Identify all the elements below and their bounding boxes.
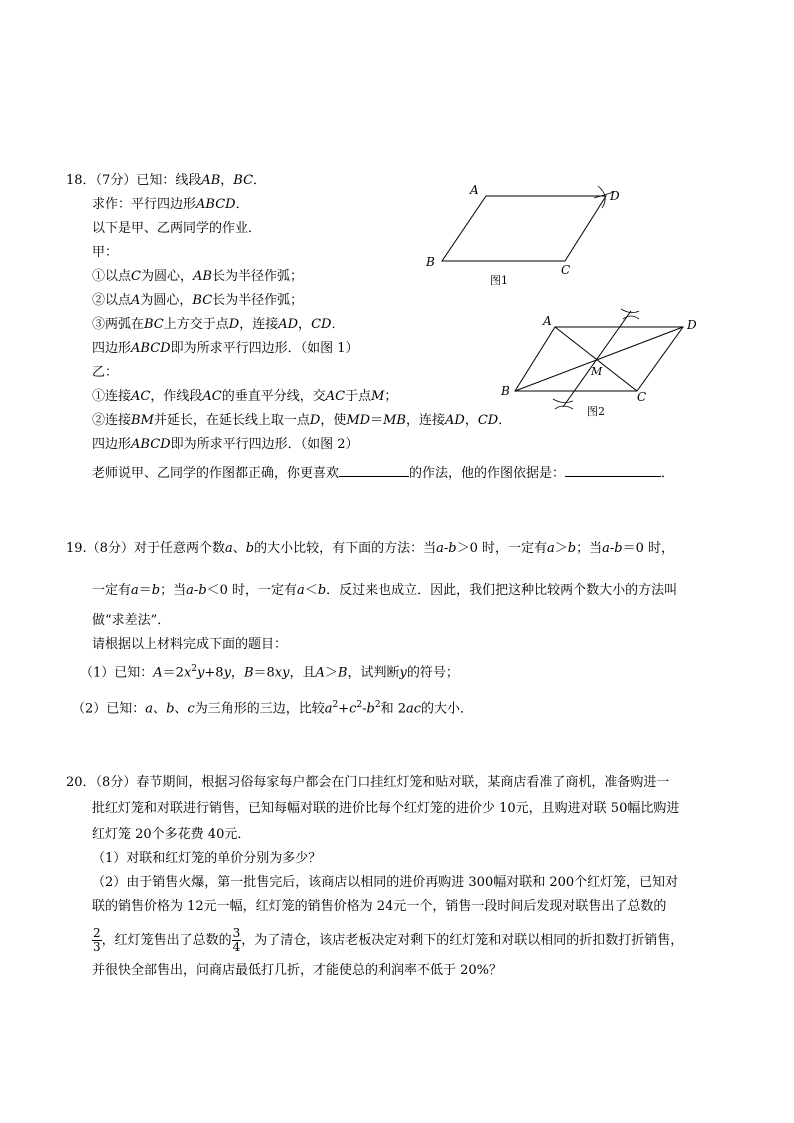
t: 、 [232,541,246,556]
t: ，作线段 [150,389,203,404]
q18-intro: 以下是甲、乙两同学的作业． [92,221,262,236]
t: 3 [232,926,241,940]
t: （1）对联和红灯笼的单价分别为多少？ [92,851,322,866]
t: y [399,665,407,681]
t: 、 [174,701,188,717]
fig1-label-b: B [426,255,435,269]
t: ac [406,701,422,717]
t: 四边形 [92,341,132,356]
t: AC [202,389,222,404]
t: ABCD [131,341,171,356]
fig2-label-a: A [543,314,552,328]
q18-line-12 [92,436,358,454]
t: 长为半径作弧； [212,293,304,308]
fig1-label-c: C [561,263,571,277]
t: ；当 [160,583,187,598]
t: b [151,583,161,598]
q18-line-5 [92,268,303,286]
t: - [362,701,367,717]
q18-yi: 乙： [92,365,119,380]
t: ； [384,389,398,404]
q18-seg-ab: AB [201,173,221,188]
q20-line-4 [92,850,321,868]
q18-line-6 [92,292,303,310]
t: b [317,583,327,598]
fig2-perpendicular-bisector [563,311,631,407]
q20-line-8 [92,962,502,980]
t: BM [131,413,154,428]
q20-line-7 [92,926,683,956]
q18-task: 求作：平行四边形 [92,197,197,212]
t: A [131,293,141,308]
t: ②连接 [92,413,132,428]
t: ，为了清仓，该店老板决定对剩下的红灯笼和对联以相同的折扣数打折销售， [241,933,684,948]
t: 的大小比较，有下面的方法：当 [254,541,437,556]
t: 的符号； [406,665,459,681]
t: ①连接 [92,389,132,404]
t: a [324,701,333,717]
t: ，试判断 [347,665,400,681]
fig2-arc-top-1 [621,309,639,313]
fig1-caption: 图1 [490,274,508,286]
t: a [145,701,154,717]
t: 为圆心， [140,269,193,284]
t: ①以点 [92,269,132,284]
t: CD [477,413,499,428]
fig2-caption: 图2 [587,405,605,418]
t: 3 [93,940,101,954]
q19-part-2 [72,696,473,718]
t: b [448,541,457,556]
t: （1）已知： [80,665,154,681]
fig1-label-d: D [610,189,620,203]
t: 的作法，他的作图依据是： [409,466,566,481]
figure-1 [420,176,630,286]
t: 批红灯笼和对联进行销售，已知每幅对联的进价比每个红灯笼的进价少 10元，且购进对联 50幅比购进 [92,801,680,816]
t: ＝ [370,413,384,428]
q20-line-3 [92,826,250,844]
t: B [337,665,348,681]
t: 的大小． [421,701,474,717]
fig1-label-a: A [470,183,479,197]
t: 长为半径作弧； [211,269,303,284]
answer-blank-1[interactable] [339,462,409,477]
t: 老师说甲、乙同学的作图都正确，你更喜欢 [92,466,340,481]
t: BC [144,317,164,332]
t: ， [230,665,244,681]
q19-part-1 [80,660,459,682]
q19-line-2 [92,582,677,600]
t: C [131,269,141,284]
fig2-arc-bottom-1 [553,399,573,403]
t: ，使 [320,413,347,428]
t: 2 [332,700,339,710]
t: 请根据以上材料完成下面的题目： [92,637,288,652]
t: ③两弧在 [92,317,145,332]
t: a [131,583,139,598]
t: ．反过来也成立．因此，我们把这种比较两个数大小的方法叫 [326,583,678,598]
t: ． [661,466,675,481]
t: 上方交于点 [163,317,229,332]
t: B [243,665,254,681]
fig1-parallelogram [442,196,606,261]
t: c [187,701,195,717]
t: ＞ [324,665,338,681]
t: a [297,583,305,598]
t: ＝2 [162,665,184,681]
t: 做“求差法”． [92,613,171,628]
t: ＝0 时， [622,541,675,556]
t: a [546,541,555,556]
t: A [153,665,163,681]
t: （2）已知： [72,701,146,717]
q18-head: 18．（7分）已知：线段 [66,173,202,188]
t: 为三角形的三边，比较 [194,701,325,717]
q18-line-10 [92,388,397,406]
t: 于点 [345,389,372,404]
t: （2）由于销售火爆，第一批售完后，该商店以相同的进价再购进 300幅对联和 200个红灯笼，已知对 [92,875,679,890]
q18-line-11 [92,412,511,430]
t: ＞ [554,541,568,556]
t: 4 [232,940,241,954]
q18-line-7 [92,316,344,334]
t: ， [298,317,312,332]
t: 的垂直平分线，交 [221,389,326,404]
t: b [245,541,255,556]
q20-line-6 [92,898,666,916]
t: ＝ [138,583,152,598]
t: 即为所求平行四边形．（如图 1） [170,341,359,356]
t: 2 [374,700,381,710]
t: 联的销售价格为 12元一幅，红灯笼的销售价格为 24元一个，销售一段时间后发现对联售出了总数的 [92,899,667,914]
t: 即为所求平行四边形．（如图 2） [170,437,359,452]
t: b [198,583,207,598]
q20-line-2 [92,800,679,818]
fraction-three-quarters [232,927,242,954]
t: c [349,701,357,717]
t: ＝8 [253,665,275,681]
t: 2 [93,926,101,940]
q19-line-1 [66,540,674,558]
fig2-diagonal-ac [555,327,637,391]
t: b [567,541,577,556]
fraction-two-thirds [92,927,102,954]
t: - [193,583,199,598]
q18-period: ． [253,173,267,188]
t: +8 [204,665,224,681]
q18-seg-bc: BC [233,173,254,188]
t: D [309,413,321,428]
t: 和 2 [380,701,406,717]
q18-line-8 [92,340,358,358]
t: 红灯笼 20个多花费 40元． [92,827,251,842]
t: ＞0 时，一定有 [456,541,547,556]
t: A [315,665,325,681]
t: 2 [191,664,198,674]
fig2-label-d: D [687,318,697,332]
q18-period-2: ． [235,197,249,212]
t: ． [498,413,512,428]
q18-line-4 [92,244,118,262]
q20-line-5 [92,874,678,892]
t: MB [383,413,406,428]
fig2-label-b: B [501,384,510,398]
t: a [224,541,233,556]
t: y [223,665,231,681]
t: 并很快全部售出，问商店最低打几折，才能使总的利润率不低于 20%？ [92,963,503,978]
t: ＜ [304,583,318,598]
q18-line-3 [92,220,261,238]
t: ＜0 时，一定有 [206,583,298,598]
t: xy [274,665,290,681]
t: D [228,317,240,332]
q18-line-13 [92,462,674,483]
figure-2 [495,305,710,420]
t: AC [325,389,346,404]
q18-abcd: ABCD [196,197,236,212]
t: - [609,541,615,556]
q18-jia: 甲： [92,245,119,260]
t: ，红灯笼售出了总数的 [101,933,232,948]
t: ；当 [576,541,603,556]
q20-line-1 [66,774,669,792]
t: AB [192,269,212,284]
t: ，连接 [405,413,445,428]
t: 为圆心， [140,293,193,308]
t: a [602,541,610,556]
q19-line-3 [92,612,170,630]
q18-comma: ， [220,173,234,188]
t: x [183,665,192,681]
t: AD [278,317,299,332]
fig2-line-bd [515,327,683,391]
t: 四边形 [92,437,132,452]
q18-line-1 [66,172,266,190]
t: b [166,701,175,717]
fig1-arc-1 [598,186,605,208]
t: 、 [153,701,167,717]
q19-line-4 [92,636,287,654]
t: - [443,541,449,556]
t: 并延长，在延长线上取一点 [153,413,310,428]
t: 一定有 [92,583,132,598]
t: 2 [356,700,363,710]
t: 20．（8分）春节期间，根据习俗每家每户都会在门口挂红灯笼和贴对联，某商店看准了商机，准备购进一 [66,775,670,790]
answer-blank-2[interactable] [565,462,661,477]
t: BC [192,293,213,308]
fig2-label-c: C [637,390,647,404]
t: ②以点 [92,293,132,308]
t: ，连接 [239,317,279,332]
t: y [197,665,205,681]
t: AD [445,413,465,428]
t: b [614,541,623,556]
t: a [436,541,444,556]
t: CD [311,317,332,332]
t: M [371,389,385,404]
t: ． [331,317,345,332]
t: ABCD [131,437,171,452]
t: b [366,701,375,717]
t: ， [464,413,478,428]
t: MD [346,413,371,428]
t: + [338,701,350,717]
t: ，且 [289,665,316,681]
q18-line-9 [92,364,118,382]
t: AC [131,389,151,404]
t: 19.（8分）对于任意两个数 [66,541,225,556]
fig2-label-m: M [591,365,603,378]
q18-line-2 [92,196,249,214]
t: a [186,583,194,598]
